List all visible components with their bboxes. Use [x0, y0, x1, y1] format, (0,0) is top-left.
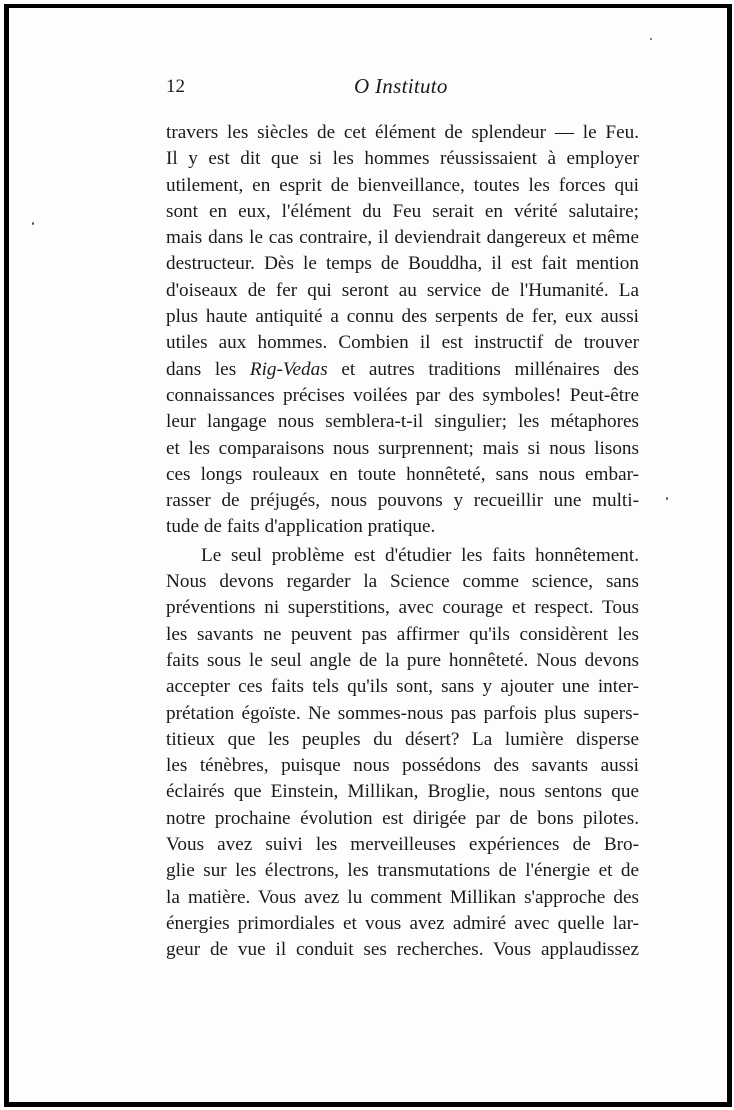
body-text [166, 120, 639, 964]
text-line: Vous avez suivi les merveilleuses expériences de Bro- [166, 834, 639, 856]
text-line: les ténèbres, puisque nous possédons des savants aussi [166, 755, 639, 777]
text-line: utiles aux hommes. Combien il est instructif de trouver [166, 332, 639, 354]
text-line: plus haute antiquité a connu des serpents de fer, eux aussi [166, 306, 639, 328]
text-line: notre prochaine évolution est dirigée par de bons pilotes. [166, 807, 639, 829]
text-line: faits sous le seul angle de la pure honnêteté. Nous devons [166, 649, 639, 671]
italic-title: Rig-Vedas [249, 358, 328, 380]
text-line: éclairés que Einstein, Millikan, Broglie, nous sentons que [166, 781, 639, 803]
print-speck [32, 222, 34, 225]
text-line: sont en eux, l'élément du Feu serait en vérité salutaire; [166, 200, 639, 222]
text-line: titieux que les peuples du désert? La lumière disperse [166, 728, 639, 750]
text-line: Nous devons regarder la Science comme science, sans [166, 571, 639, 593]
text-line: glie sur les électrons, les transmutations de l'énergie et de [166, 860, 639, 882]
text-line: travers les siècles de cet élément de splendeur — le Feu. [166, 122, 639, 143]
text-line: destructeur. Dès le temps de Bouddha, il est fait mention [166, 253, 639, 275]
text-line: la matière. Vous avez lu comment Millikan s'approche des [166, 886, 639, 908]
running-title: O Instituto [354, 74, 448, 98]
page-header [0, 74, 734, 104]
paragraph [166, 120, 639, 541]
text-line: tude de faits d'application pratique. [166, 516, 436, 538]
text-line: utilement, en esprit de bienveillance, toutes les forces qui [166, 174, 639, 196]
text-line: préventions ni superstitions, avec courage et respect. Tous [166, 597, 639, 619]
text-line: mais dans le cas contraire, il deviendrait dangereux et même [166, 227, 639, 249]
page-number: 12 [166, 76, 185, 97]
text-line: d'oiseaux de fer qui seront au service de l'Humanité. La [166, 279, 639, 301]
text-line: geur de vue il conduit ses recherches. Vous applaudissez [166, 939, 639, 961]
text-line: Le seul problème est d'étudier les faits honnêtement. [201, 544, 639, 566]
text-line: rasser de préjugés, nous pouvons y recueillir une multi- [166, 490, 639, 512]
paragraph [166, 543, 639, 964]
text-line: les savants ne peuvent pas affirmer qu'ils considèrent les [166, 623, 639, 645]
text-line: Il y est dit que si les hommes réussissaient à employer [166, 148, 639, 170]
text-line: prétation égoïste. Ne sommes-nous pas parfois plus supers- [166, 702, 639, 724]
text-line [166, 357, 639, 383]
print-speck [666, 497, 668, 500]
text-line: connaissances précises voilées par des symboles! Peut-être [166, 384, 639, 406]
text-segment: et autres traditions millénaires des [341, 358, 640, 380]
text-line: énergies primordiales et vous avez admiré avec quelle lar- [166, 912, 639, 934]
text-segment: dans les [166, 358, 237, 380]
text-line: accepter ces faits tels qu'ils sont, sans y ajouter une inter- [166, 676, 639, 698]
print-speck [650, 38, 652, 40]
text-line: leur langage nous semblera-t-il singulier; les métaphores [166, 411, 639, 433]
text-line: et les comparaisons nous surprennent; mais si nous lisons [166, 437, 639, 459]
text-line: ces longs rouleaux en toute honnêteté, sans nous embar- [166, 463, 639, 485]
